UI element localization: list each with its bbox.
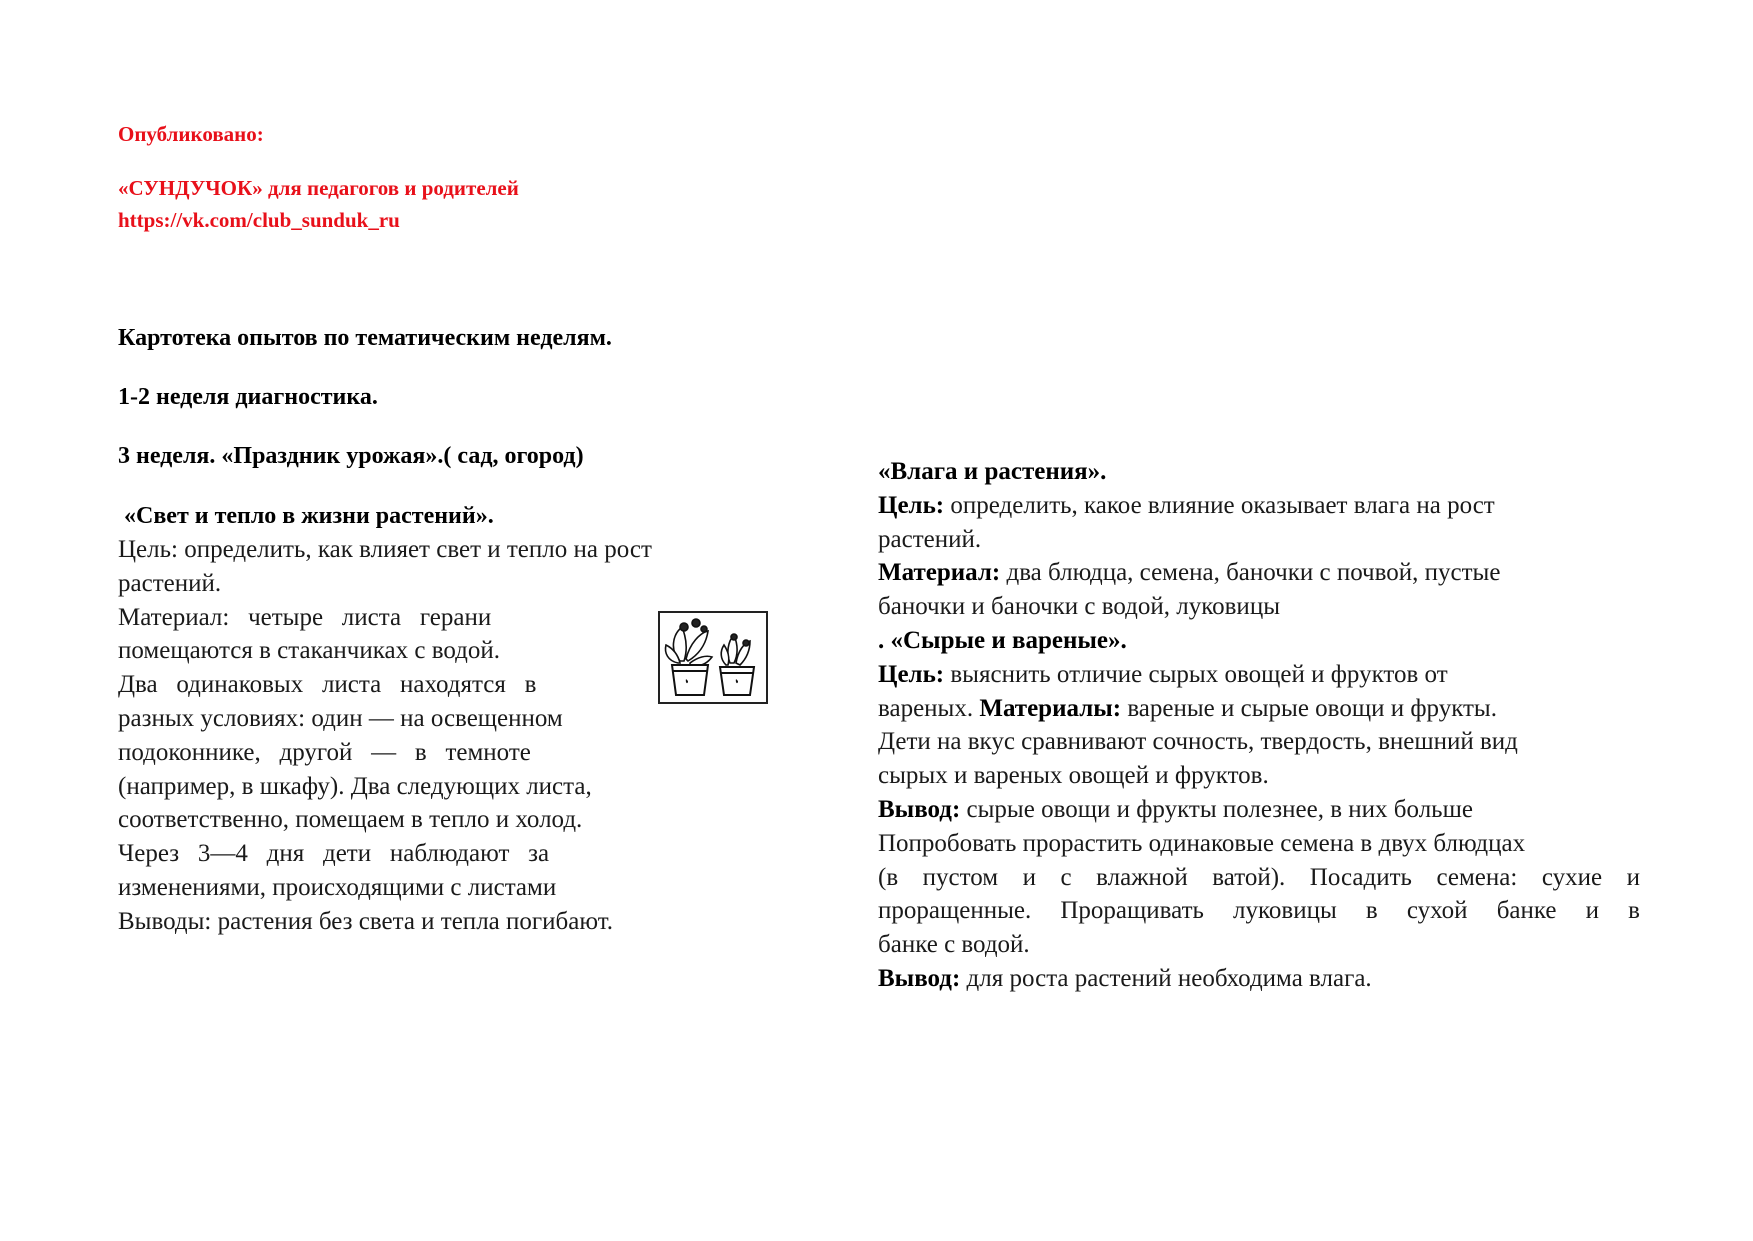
goal2-cont-text: вареных.: [878, 694, 980, 722]
right-material-cont: баночки и баночки с водой, луковицы: [878, 593, 1280, 621]
right-goal-line: [878, 489, 1640, 523]
right-experiment-title: «Влага и растения».: [878, 458, 1107, 485]
material-label: Материал:: [878, 559, 1001, 587]
goal2-label: Цель:: [878, 660, 945, 688]
potted-plants-illustration: [658, 611, 768, 704]
right-goal2-cont: [878, 692, 1640, 726]
published-url[interactable]: https://vk.com/club_sunduk_ru: [118, 208, 400, 232]
week-3-heading: 3 неделя. «Праздник урожая».( сад, огород): [118, 443, 584, 469]
potted-plants-icon: [660, 613, 766, 702]
doc-title: Картотека опытов по тематическим неделям.: [118, 325, 612, 351]
conclusion1-text: сырые овощи и фрукты полезнее, в них больше: [960, 795, 1473, 823]
left-line: Материал: четыре листа герани: [118, 603, 492, 631]
right-taste-line: Дети на вкус сравнивают сочность, твердость, внешний вид: [878, 728, 1518, 756]
conclusion2-text: для роста растений необходима влага.: [960, 964, 1372, 992]
right-goal-cont: растений.: [878, 525, 982, 553]
right-subexperiment-title: . «Сырые и вареные».: [878, 626, 1127, 654]
left-line: растений.: [118, 569, 222, 597]
published-name: «СУНДУЧОК» для педагогов и родителей: [118, 176, 519, 200]
conclusion1-label: Вывод:: [878, 795, 961, 823]
materials2-label: Материалы:: [979, 694, 1122, 722]
right-taste-line: сырых и вареных овощей и фруктов.: [878, 762, 1269, 790]
right-conclusion1-line: [878, 793, 1640, 827]
conclusion2-label: Вывод:: [878, 964, 961, 992]
left-line: изменениями, происходящими с листами: [118, 873, 557, 901]
left-experiment-body: [118, 533, 743, 939]
material-text: два блюдца, семена, баночки с почвой, пустые: [1000, 559, 1501, 587]
published-label: Опубликовано:: [118, 122, 264, 146]
left-experiment-title: «Свет и тепло в жизни растений».: [124, 503, 494, 529]
left-line: Выводы: растения без света и тепла погибают.: [118, 907, 613, 935]
right-material-line: [878, 556, 1640, 590]
left-line: разных условиях: один — на освещенном: [118, 704, 563, 732]
right-column: [878, 455, 1640, 996]
right-conclusion2-line: [878, 962, 1640, 996]
left-line: Через 3—4 дня дети наблюдают за: [118, 840, 550, 868]
right-para-line: банке с водой.: [878, 931, 1030, 959]
right-goal2-line: [878, 658, 1640, 692]
materials2-text: вареные и сырые овощи и фрукты.: [1121, 694, 1497, 722]
right-para-line: Попробовать прорастить одинаковые семена в двух блюдцах: [878, 829, 1526, 857]
left-line: Цель: определить, как влияет свет и тепло на рост: [118, 536, 652, 563]
left-line: помещаются в стаканчиках с водой.: [118, 637, 500, 665]
goal-text: определить, какое влияние оказывает влага на рост: [944, 491, 1495, 519]
goal-label: Цель:: [878, 491, 945, 519]
right-para-line: (в пустом и с влажной ватой). Посадить семена: сухие и: [878, 863, 1640, 891]
left-line: Два одинаковых листа находятся в: [118, 671, 537, 699]
goal2-text: выяснить отличие сырых овощей и фруктов от: [944, 660, 1448, 688]
left-line: подоконнике, другой — в темноте: [118, 738, 531, 766]
week-1-2-heading: 1-2 неделя диагностика.: [118, 384, 378, 410]
left-line: соответственно, помещаем в тепло и холод.: [118, 806, 583, 834]
left-line: (например, в шкафу). Два следующих листа,: [118, 772, 592, 800]
right-para-line: проращенные. Проращивать луковицы в сухой банке и в: [878, 897, 1640, 925]
